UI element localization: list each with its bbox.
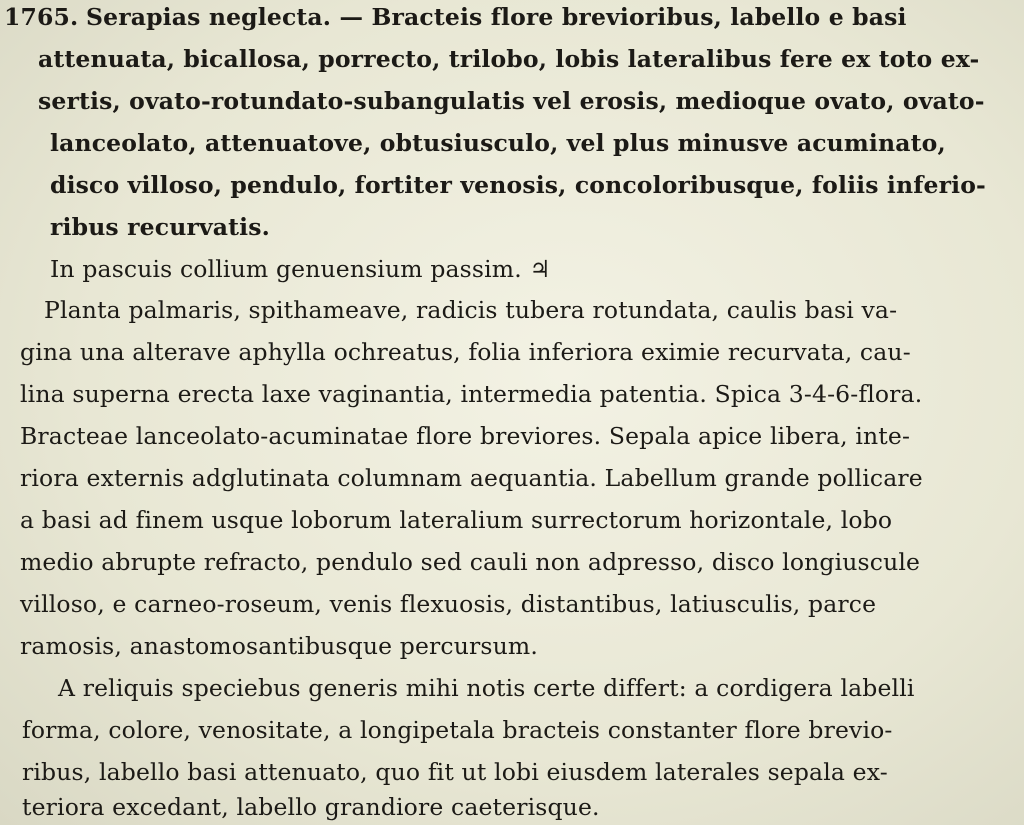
description-line-5: riora externis adglutinata columnam aequantia. Labellum grande pollicare [20,464,923,492]
diagnosis-line-5: disco villoso, pendulo, fortiter venosis, concoloribusque, foliis inferio- [50,171,986,199]
entry-number: 1765. [4,3,79,31]
notes-line-4: teriora excedant, labello grandiore caeterisque. [22,793,600,821]
diagnosis-line-3: sertis, ovato-rotundato-subangulatis vel erosis, medioque ovato, ovato- [38,87,985,115]
description-line-2: gina una alterave aphylla ochreatus, folia inferiora eximie recurvata, cau- [20,338,911,366]
diagnosis-line-6: ribus recurvatis. [50,213,270,241]
description-line-3: lina superna erecta laxe vaginantia, intermedia patentia. Spica 3-4-6-flora. [20,380,923,408]
species-name: Serapias neglecta. [85,3,332,31]
habitat-text: In pascuis collium genuensium passim. [50,255,522,283]
diagnosis-line-1: Bracteis flore brevioribus, labello e basi [371,3,907,31]
description-line-6: a basi ad finem usque loborum lateralium surrectorum horizontale, lobo [20,506,893,534]
description-line-1: Planta palmaris, spithameave, radicis tubera rotundata, caulis basi va- [44,296,898,324]
diagnosis-line-2: attenuata, bicallosa, porrecto, trilobo, lobis lateralibus fere ex toto ex- [38,45,980,73]
description-line-8: villoso, e carneo-roseum, venis flexuosis, distantibus, latiusculis, parce [20,590,877,618]
description-line-4: Bracteae lanceolato-acuminatae flore breviores. Sepala apice libera, inte- [20,422,911,450]
diagnosis-line-4: lanceolato, attenuatove, obtusiusculo, vel plus minusve acuminato, [50,129,946,157]
entry-dash: — [331,3,372,31]
notes-line-1: A reliquis speciebus generis mihi notis certe differt: a cordigera labelli [58,674,915,702]
notes-line-2: forma, colore, venositate, a longipetala bracteis constanter flore brevio- [22,716,893,744]
notes-line-3: ribus, labello basi attenuato, quo fit ut lobi eiusdem laterales sepala ex- [22,758,888,786]
description-line-7: medio abrupte refracto, pendulo sed cauli non adpresso, disco longiuscule [20,548,921,576]
habitat-line [50,254,551,284]
description-line-9: ramosis, anastomosantibusque percursum. [20,632,538,660]
perennial-symbol: ♃ [529,255,551,283]
entry-heading-line [4,2,907,32]
